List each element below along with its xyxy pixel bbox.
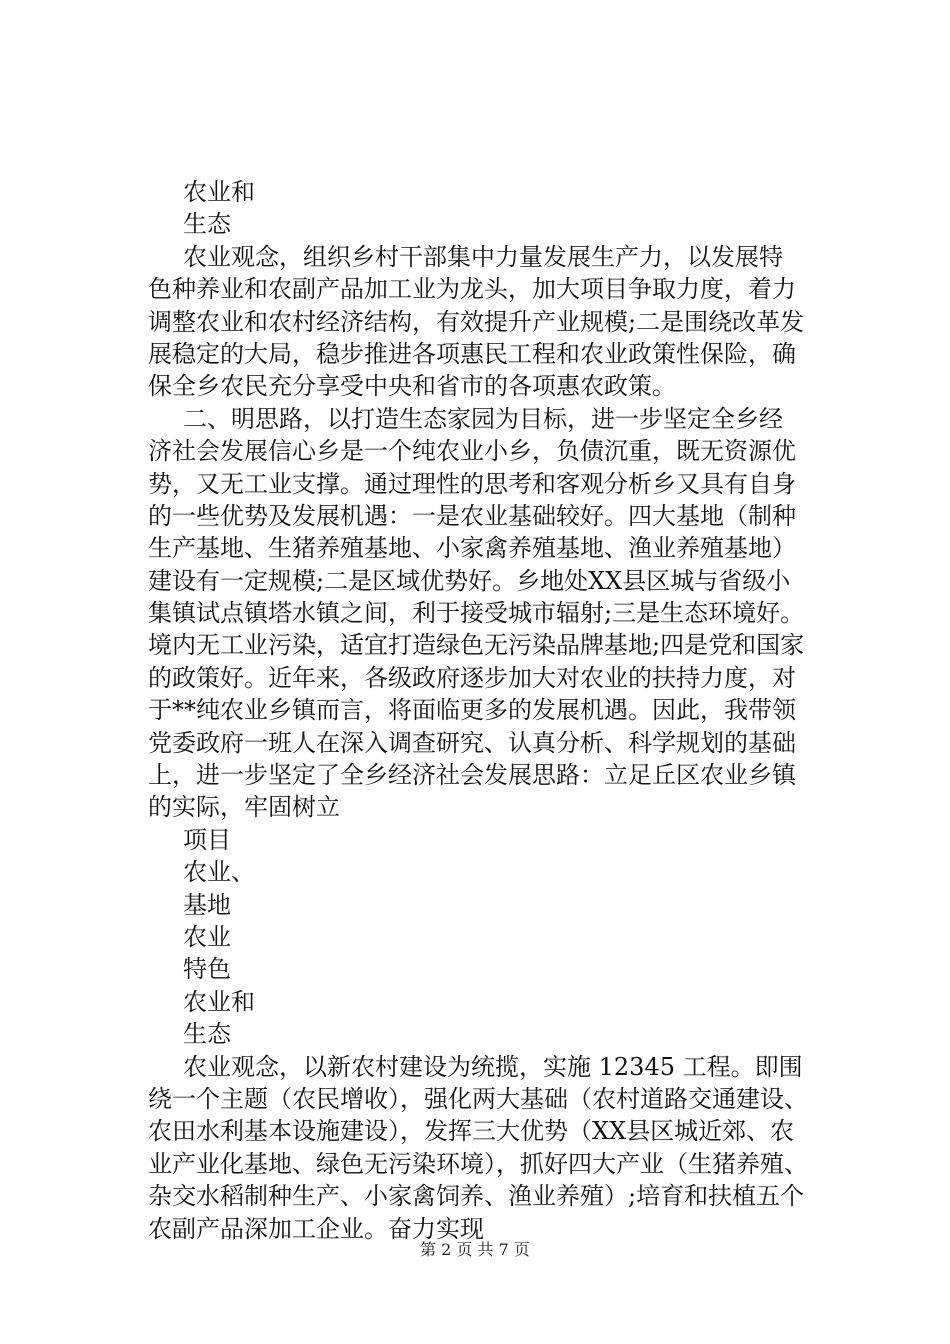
text-line: 的一些优势及发展机遇：一是农业基础较好。四大基地（制种: [148, 501, 796, 530]
text-line: 上，进一步坚定了全乡经济社会发展思路：立足丘区农业乡镇: [148, 761, 796, 790]
text-line: 建设有一定规模;二是区域优势好。乡地处XX县区城与省级小: [148, 566, 791, 595]
text-line: 农业: [183, 922, 231, 951]
text-line: 的政策好。近年来，各级政府逐步加大对农业的扶持力度，对: [148, 663, 796, 692]
text-line: 展稳定的大局，稳步推进各项惠民工程和农业政策性保险，确: [148, 339, 796, 368]
text-line: 特色: [183, 955, 231, 984]
text-line: 绕一个主题（农民增收），强化两大基础（农村道路交通建设、: [148, 1084, 808, 1113]
text-line: 济社会发展信心乡是一个纯农业小乡，负债沉重，既无资源优: [148, 437, 796, 466]
text-line: 党委政府一班人在深入调查研究、认真分析、科学规划的基础: [148, 728, 796, 757]
text-line: 境内无工业污染，适宜打造绿色无污染品牌基地;四是党和国家: [148, 631, 805, 660]
text-line: 基地: [183, 890, 231, 919]
text-line: 生态: [183, 210, 231, 239]
page-footer: 第 2 页 共 7 页: [420, 1240, 530, 1259]
text-line: 保全乡农民充分享受中央和省市的各项惠农政策。: [148, 372, 676, 401]
text-line: 农田水利基本设施建设），发挥三大优势（XX县区城近郊、农: [148, 1117, 795, 1146]
text-line: 调整农业和农村经济结构，有效提升产业规模;二是围绕改革发: [148, 307, 805, 336]
text-line: 农业观念，组织乡村干部集中力量发展生产力，以发展特: [183, 242, 783, 271]
text-line: 色种养业和农副产品加工业为龙头，加大项目争取力度，着力: [148, 275, 796, 304]
text-line: 的实际，牢固树立: [148, 793, 340, 822]
text-line: 杂交水稻制种生产、小家禽饲养、渔业养殖）;培育和扶植五个: [148, 1182, 805, 1211]
text-line: 农业、: [183, 858, 255, 887]
text-line: 农副产品深加工企业。奋力实现: [148, 1214, 484, 1243]
text-line: 农业和: [183, 178, 255, 206]
text-line: 农业和: [183, 987, 255, 1016]
text-line: 二、明思路，以打造生态家园为目标，进一步坚定全乡经: [183, 404, 783, 433]
text-line: 项目: [183, 825, 231, 854]
text-line: 生产基地、生猪养殖基地、小家禽养殖基地、渔业养殖基地）: [148, 534, 796, 563]
text-line: 势，又无工业支撑。通过理性的思考和客观分析乡又具有自身: [148, 469, 796, 498]
text-line: 集镇试点镇塔水镇之间，利于接受城市辐射;三是生态环境好。: [148, 599, 805, 628]
document-body: [148, 176, 838, 1245]
text-line: 农业观念，以新农村建设为统揽，实施 12345 工程。即围: [183, 1052, 803, 1081]
text-line: 业产业化基地、绿色无污染环境），抓好四大产业（生猪养殖、: [148, 1149, 808, 1178]
text-line: 于**纯农业乡镇而言，将面临更多的发展机遇。因此，我带领: [148, 696, 796, 725]
text-line: 生态: [183, 1020, 231, 1049]
